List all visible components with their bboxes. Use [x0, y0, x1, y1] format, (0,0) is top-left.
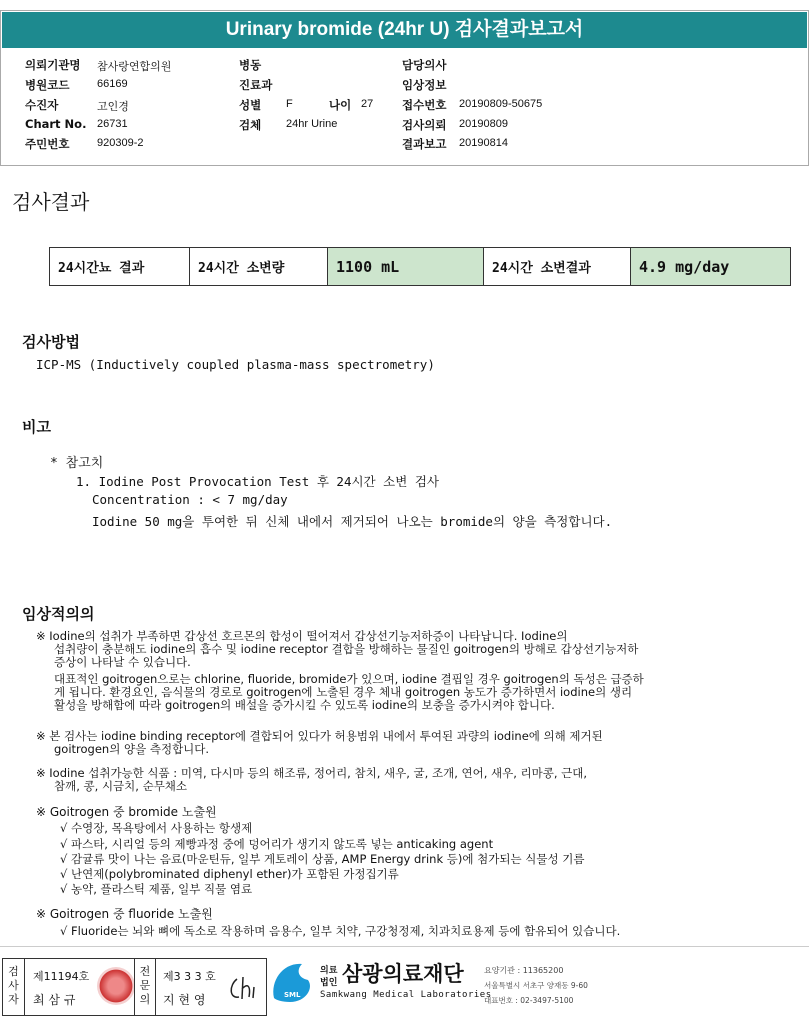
- tester-number: 제11194호: [33, 970, 90, 983]
- logo-small2: 법인: [320, 978, 338, 988]
- clinical-line: goitrogen의 양을 측정합니다.: [54, 742, 210, 756]
- org-address: 서울특별시 서초구 양재동 9-60: [484, 981, 588, 990]
- id-value: 920309-2: [97, 137, 144, 149]
- clinical-line: 게 됩니다. 환경요인, 음식물의 경로로 goitrogen에 노출된 경우 체내 goitrogen 농도가 증가하면서 iodine의 생리: [54, 685, 633, 699]
- list-item: √ 파스타, 시리얼 등의 제빵과정 중에 덩어리가 생기지 않도록 넣는 anticaking agent: [60, 837, 494, 851]
- receipt-value: 20190809-50675: [459, 98, 543, 110]
- bromide-head: ※ Goitrogen 중 bromide 노출원: [36, 805, 217, 819]
- specialist-number: 제3 3 3 호: [163, 970, 216, 983]
- ward-label: 병동: [239, 58, 262, 72]
- list-item: √ 감귤류 맛이 나는 음료(마운틴듀, 일부 게토레이 상품, AMP Energy drink 등)에 첨가되는 식물성 기름: [60, 852, 585, 866]
- patient-label: 수진자: [25, 98, 59, 112]
- chart-label: Chart No.: [25, 117, 87, 131]
- org-value: 참사랑연합의원: [97, 61, 172, 73]
- report-title: Urinary bromide (24hr U) 검사결과보고서: [2, 12, 807, 48]
- logo-small1: 의료: [320, 966, 338, 976]
- clinical-line: 활성을 방해함에 따라 goitrogen의 배설을 증가시킬 수 있도록 iodine의 보충을 증가시켜야 합니다.: [54, 698, 555, 712]
- org-phone: 대표번호 : 02-3497-5100: [484, 996, 574, 1005]
- remarks-line2: Concentration : < 7 mg/day: [92, 492, 288, 507]
- footer-divider: [0, 946, 809, 947]
- remarks-line1: 1. Iodine Post Provocation Test 후 24시간 소변 검사: [76, 474, 439, 489]
- logo-sml-text: SML: [284, 991, 301, 999]
- report-header: [0, 10, 809, 166]
- patient-value: 고인경: [97, 101, 129, 113]
- chart-value: 26731: [97, 118, 128, 130]
- clinical-line: ※ Iodine 섭취가능한 식품 : 미역, 다시마 등의 해조류, 정어리, 참치, 새우, 굴, 조개, 연어, 새우, 리마콩, 근대,: [36, 766, 588, 780]
- urine-volume: 1100 mL: [328, 248, 484, 286]
- age-value: 27: [361, 98, 374, 110]
- doctor-label: 담당의사: [402, 58, 447, 72]
- id-label: 주민번호: [25, 137, 70, 151]
- report-value: 20190814: [459, 137, 508, 149]
- dept-label: 진료과: [239, 78, 273, 92]
- clinical-line: 섭취량이 충분해도 iodine의 흡수 및 iodine receptor 결합을 방해하는 물질인 goitrogen의 방해로 갑상선기능저하: [54, 642, 639, 656]
- results-table: [49, 247, 791, 286]
- specimen-value: 24hr Urine: [286, 118, 338, 130]
- list-item: √ 난연제(polybrominated diphenyl ether)가 포함된 가정집기류: [60, 867, 399, 881]
- logo-english: Samkwang Medical Laboratories: [320, 990, 492, 1000]
- clinical-line: 참깨, 콩, 시금치, 순무채소: [54, 779, 188, 793]
- method-title: 검사방법: [22, 333, 80, 351]
- signature-box: [2, 958, 267, 1016]
- clinical-line: ※ Iodine의 섭취가 부족하면 갑상선 호르몬의 합성이 떨어져서 갑상선기능저하증이 나타납니다. Iodine의: [36, 629, 568, 643]
- official-seal: [97, 967, 135, 1005]
- results-col2: 24시간 소변량: [190, 248, 328, 286]
- results-col1: 24시간뇨 결과: [50, 248, 190, 286]
- results-title: 검사결과: [12, 190, 90, 214]
- result-value: 4.9 mg/day: [631, 248, 791, 286]
- list-item: √ 농약, 플라스틱 제품, 일부 직물 염료: [60, 882, 253, 896]
- request-label: 검사의뢰: [402, 118, 447, 132]
- sex-label: 성별: [239, 98, 262, 112]
- code-value: 66169: [97, 78, 128, 90]
- specialist-label: 전문의: [134, 959, 156, 1015]
- specialist-name: 지 현 영: [163, 993, 206, 1007]
- age-label: 나이: [329, 98, 352, 112]
- method-text: ICP-MS (Inductively coupled plasma-mass spectrometry): [36, 357, 435, 372]
- logo-name: 삼광의료재단: [342, 962, 464, 986]
- remarks-line3: Iodine 50 mg을 투여한 뒤 신체 내에서 제거되어 나오는 bromide의 양을 측정합니다.: [92, 514, 613, 529]
- fluoride-head: ※ Goitrogen 중 fluoride 노출원: [36, 907, 213, 921]
- fluoride-item: √ Fluoride는 뇌와 뼈에 독소로 작용하며 음용수, 일부 치약, 구강청정제, 치과치료용제 등에 함유되어 있습니다.: [60, 924, 621, 938]
- specimen-label: 검체: [239, 118, 262, 132]
- remarks-title: 비고: [22, 418, 51, 436]
- clinical-label: 임상정보: [402, 78, 447, 92]
- list-item: √ 수영장, 목욕탕에서 사용하는 항생제: [60, 821, 253, 835]
- remarks-ref: * 참고치: [50, 456, 104, 471]
- clinical-title: 임상적의의: [22, 605, 95, 623]
- report-label: 결과보고: [402, 137, 447, 151]
- clinical-line: 증상이 나타날 수 있습니다.: [54, 655, 191, 669]
- tester-name: 최 삼 규: [33, 993, 76, 1007]
- org-code: 요양기관 : 11365200: [484, 966, 564, 975]
- code-label: 병원코드: [25, 78, 70, 92]
- receipt-label: 접수번호: [402, 98, 447, 112]
- signature-image: [225, 971, 263, 1005]
- org-label: 의뢰기관명: [25, 58, 81, 72]
- tester-label: 검사자: [3, 959, 25, 1015]
- sex-value: F: [286, 98, 293, 110]
- request-value: 20190809: [459, 118, 508, 130]
- results-col3: 24시간 소변결과: [484, 248, 631, 286]
- clinical-line: 대표적인 goitrogen으로는 chlorine, fluoride, bromide가 있으며, iodine 결핍일 경우 goitrogen의 독성은 급증하: [54, 672, 644, 686]
- clinical-line: ※ 본 검사는 iodine binding receptor에 결합되어 있다가 허용범위 내에서 투여된 과량의 iodine에 의해 제거된: [36, 729, 603, 743]
